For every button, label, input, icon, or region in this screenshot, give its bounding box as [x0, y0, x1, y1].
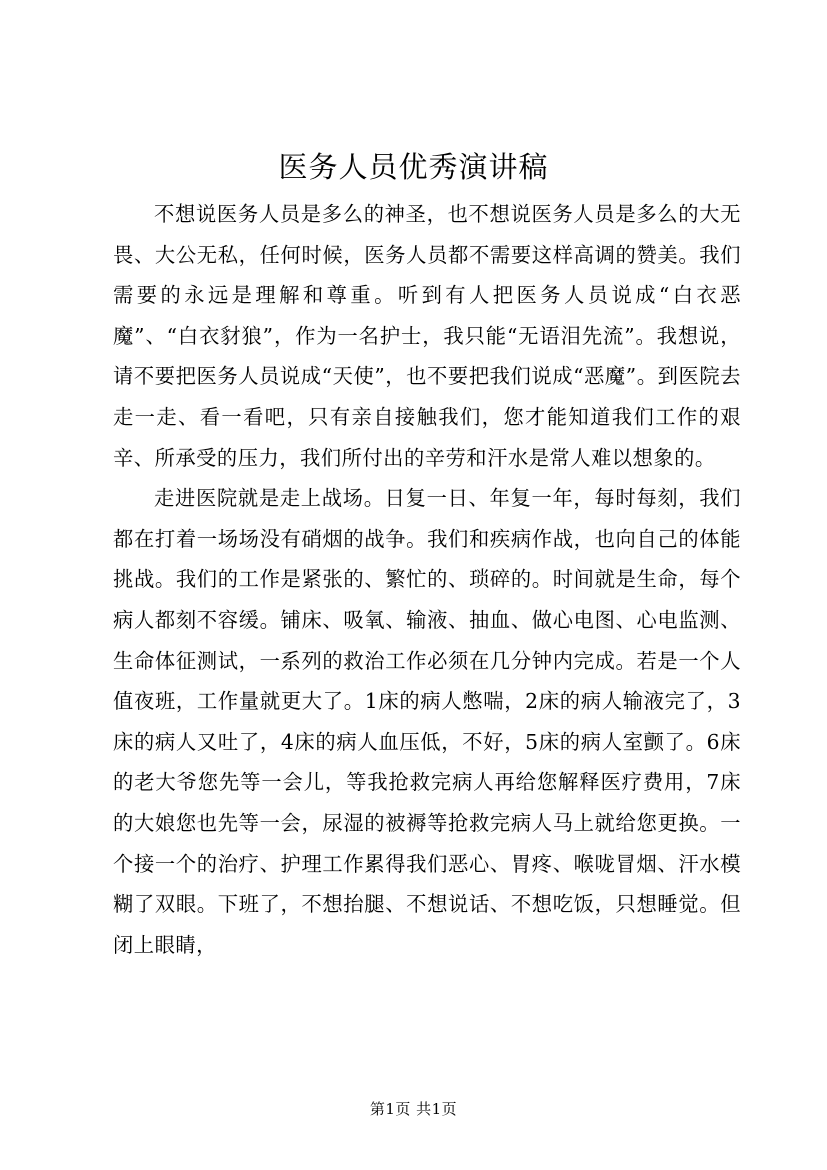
- document-title: 医务人员优秀演讲稿: [278, 150, 549, 184]
- paragraph-2: 走进医院就是走上战场。日复一日、年复一年，每时每刻，我们都在打着一场场没有硝烟的战争。我们和疾病作战，也向自己的体能挑战。我们的工作是紧张的、繁忙的、琐碎的。时间就是生命，每个病人都刻不容缓。铺床、吸氧、输液、抽血、做心电图、心电监测、生命体征测试，一系列的救治工作必须在几分钟内完成。若是一个人值夜班，工作量就更大了。1床的病人憋喘，2床的病人输液完了，3床的病人又吐了，4床的病人血压低，不好，5床的病人室颤了。6床的老大爷您先等一会儿，等我抢救完病人再给您解释医疗费用，7床的大娘您也先等一会，尿湿的被褥等抢救完病人马上就给您更换。一个接一个的治疗、护理工作累得我们恶心、胃疼、喉咙冒烟、汗水模糊了双眼。下班了，不想抬腿、不想说话、不想吃饭，只想睡觉。但闭上眼睛，: [113, 486, 741, 957]
- document-body: [113, 194, 741, 965]
- paragraph-1: 不想说医务人员是多么的神圣，也不想说医务人员是多么的大无畏、大公无私，任何时候，医务人员都不需要这样高调的赞美。我们需要的永远是理解和尊重。听到有人把医务人员说成“白衣恶魔”、“白衣豺狼”，作为一名护士，我只能“无语泪先流”。我想说，请不要把医务人员说成“天使”，也不要把我们说成“恶魔”。到医院去走一走、看一看吧，只有亲自接触我们，您才能知道我们工作的艰辛、所承受的压力，我们所付出的辛劳和汗水是常人难以想象的。: [113, 202, 741, 470]
- page-footer: 第1页 共1页: [369, 1100, 458, 1118]
